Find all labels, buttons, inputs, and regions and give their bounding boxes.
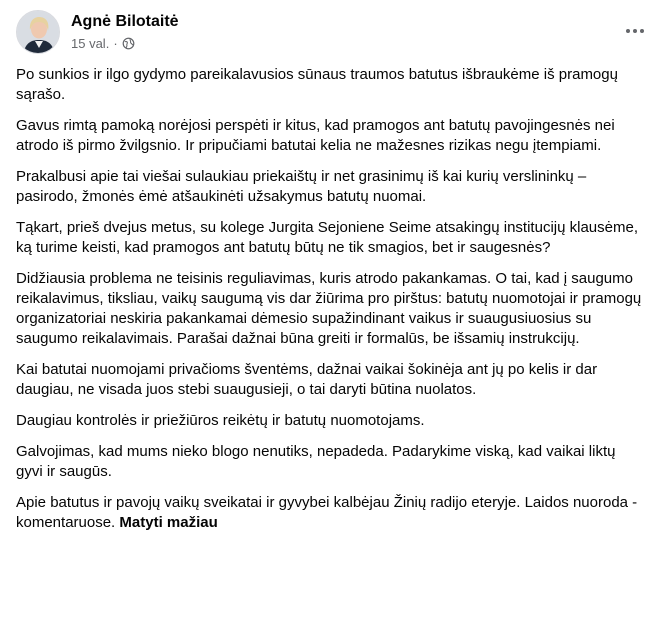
- more-dot: [640, 29, 644, 33]
- profile-photo-icon: [17, 11, 60, 54]
- author-name[interactable]: Agnė Bilotaitė: [71, 13, 179, 30]
- see-less-link[interactable]: Matyti mažiau: [119, 514, 218, 531]
- post-paragraph-last: [16, 493, 642, 533]
- post-header: [16, 10, 652, 60]
- post-paragraph: Prakalbusi apie tai viešai sulaukiau priekaištų ir net grasinimų iš kai kurių verslininkų – pasirodo, žmonės ėmė atšaukinėti užsakymus batutų nuomai.: [16, 168, 587, 205]
- avatar[interactable]: [16, 10, 60, 54]
- globe-icon[interactable]: [122, 37, 135, 50]
- post-meta: [71, 36, 135, 51]
- more-options-button[interactable]: [618, 16, 652, 46]
- post-paragraph: Gavus rimtą pamoką norėjosi perspėti ir kitus, kad pramogos ant batutų pavojingesnės nei atrodo iš pirmo žvilgsnio. Ir pripučiami batutai kelia ne mažesnes rizikas negu įtempiami.: [16, 117, 615, 154]
- post-paragraph: Po sunkios ir ilgo gydymo pareikalavusios sūnaus traumos batutus išbraukėme iš pramogų sąrašo.: [16, 66, 618, 103]
- post-paragraph: Galvojimas, kad mums nieko blogo nenutiks, nepadeda. Padarykime viską, kad vaikai liktų gyvi ir saugūs.: [16, 443, 616, 480]
- more-horizontal-icon: [626, 29, 630, 33]
- post-paragraph: Daugiau kontrolės ir priežiūros reikėtų ir batutų nuomotojams.: [16, 412, 425, 429]
- post-time[interactable]: 15 val.: [71, 36, 110, 51]
- post-paragraph: Kai batutai nuomojami privačioms šventėms, dažnai vaikai šokinėja ant jų po kelis ir dar daugiau, ne visada juos stebi suaugusieji, o tai daryti būtina nuolatos.: [16, 361, 598, 398]
- post-paragraph: Didžiausia problema ne teisinis reguliavimas, kuris atrodo pakankamas. O tai, kad į saugumo reikalavimus, tiksliau, vaikų saugumą vis dar žiūrima pro pirštus: batutų nuomotojai ir pramogų organizatoriai neskiria pakankamai dėmesio supažindinant vaikus ir suaugusiuosius su saugumo reikalavimais. Parašai dažnai būna greiti ir formalūs, be išsamių instrukcijų.: [16, 270, 642, 347]
- more-dot: [633, 29, 637, 33]
- last-paragraph-text: Apie batutus ir pavojų vaikų sveikatai ir gyvybei kalbėjau Žinių radijo eteryje. Laidos nuoroda - komentaruose.: [16, 494, 638, 531]
- post-text: [16, 65, 642, 544]
- meta-separator: ·: [113, 36, 118, 51]
- post-paragraph: Tąkart, prieš dvejus metus, su kolege Jurgita Sejoniene Seime atsakingų institucijų klausėme, ką turime keisti, kad pramogos ant batutų būtų ne tik smagios, bet ir saugesnės?: [16, 219, 638, 256]
